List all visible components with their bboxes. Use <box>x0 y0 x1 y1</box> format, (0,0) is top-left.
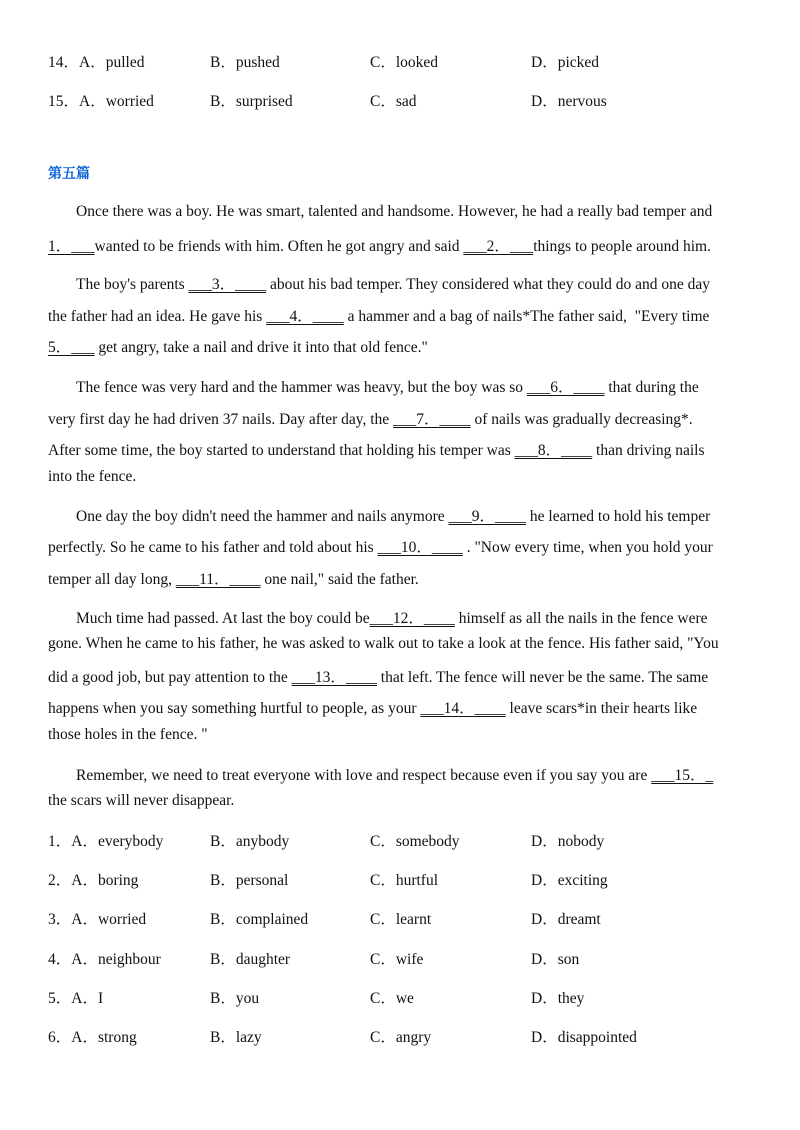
blank-8: ___8．____ <box>514 442 593 459</box>
blank-15: ___15．_ <box>651 767 714 784</box>
blank-2: ___2．___ <box>463 238 534 255</box>
text: himself as all the nails in the fence were <box>454 610 708 627</box>
text: very first day he had driven 37 nails. Day after day, the <box>48 411 394 428</box>
text-line <box>48 535 713 557</box>
text-line: into the fence. <box>48 468 137 485</box>
option-c: C．wife <box>370 951 424 968</box>
question-row-4 <box>48 947 768 969</box>
option-c: C．hurtful <box>370 872 439 889</box>
text-line <box>76 606 708 628</box>
text-line <box>48 438 705 460</box>
option-d: D．picked <box>531 54 600 71</box>
blank-13: ___13．____ <box>291 669 377 686</box>
text: Much time had passed. At last the boy could be <box>76 610 370 627</box>
text-line <box>48 304 709 326</box>
option-d: D．disappointed <box>531 1029 637 1046</box>
text: . "Now every time, when you hold your <box>462 539 713 556</box>
option-c: C．sad <box>370 93 417 110</box>
text-line: those holes in the fence. " <box>48 726 208 743</box>
option-d: D．nobody <box>531 833 605 850</box>
question-row-3 <box>48 907 768 929</box>
text: wanted to be friends with him. Often he got angry and said <box>94 238 464 255</box>
option-b: B．pushed <box>210 54 280 71</box>
text: After some time, the boy started to understand that holding his temper was <box>48 442 515 459</box>
blank-14: ___14．____ <box>420 700 506 717</box>
text: one nail," said the father. <box>260 571 419 588</box>
question-number: 4． <box>48 951 72 968</box>
question-number: 2． <box>48 872 72 889</box>
question-number: 1． <box>48 833 72 850</box>
option-c: C．somebody <box>370 833 460 850</box>
option-c: C．we <box>370 990 414 1007</box>
text: the father had an idea. He gave his <box>48 308 267 325</box>
option-d: D．dreamt <box>531 911 601 928</box>
text: he learned to hold his temper <box>526 508 711 525</box>
option-b: B．personal <box>210 872 289 889</box>
text: about his bad temper. They considered what they could do and one day <box>266 276 711 293</box>
blank-11: ___11．____ <box>175 571 261 588</box>
text: perfectly. So he came to his father and told about his <box>48 539 378 556</box>
text-line <box>76 272 710 294</box>
option-a: A．pulled <box>79 54 145 71</box>
text: that during the <box>604 379 699 396</box>
question-number: 5． <box>48 990 72 1007</box>
question-number: 6． <box>48 1029 72 1046</box>
text-line: gone. When he came to his father, he was asked to walk out to take a look at the fence. His father said, "You <box>48 635 719 652</box>
question-row-5 <box>48 986 768 1008</box>
option-b: B．daughter <box>210 951 291 968</box>
blank-10: ___10．____ <box>377 539 463 556</box>
blank-4: ___4．____ <box>266 308 344 325</box>
option-b: B．you <box>210 990 260 1007</box>
option-a: A．worried <box>71 911 147 928</box>
blank-3: ___3．____ <box>188 276 267 293</box>
text-line <box>48 407 693 429</box>
text-line: Once there was a boy. He was smart, talented and handsome. However, he had a really bad temper and <box>76 203 713 220</box>
option-a: A．worried <box>79 93 154 110</box>
text-line <box>48 335 428 357</box>
option-c: C．looked <box>370 54 439 71</box>
text-line <box>76 375 699 397</box>
text: temper all day long, <box>48 571 176 588</box>
blank-1: 1．___ <box>48 238 95 255</box>
text: things to people around him. <box>533 238 711 255</box>
option-row-14 <box>48 50 768 72</box>
question-row-1 <box>48 829 768 851</box>
text-line <box>48 665 708 687</box>
option-b: B．lazy <box>210 1029 262 1046</box>
blank-5: 5．___ <box>48 339 95 356</box>
option-d: D．nervous <box>531 93 607 110</box>
text: happens when you say something hurtful to people, as your <box>48 700 421 717</box>
text: One day the boy didn't need the hammer and nails anymore <box>76 508 449 525</box>
text-line <box>48 696 697 718</box>
text: did a good job, but pay attention to the <box>48 669 292 686</box>
text-line <box>48 234 711 256</box>
blank-7: ___7．____ <box>393 411 471 428</box>
text-line <box>76 763 713 785</box>
question-number: 14． <box>48 54 80 71</box>
section-title: 第五篇 <box>48 166 90 182</box>
option-d: D．son <box>531 951 580 968</box>
option-c: C．angry <box>370 1029 432 1046</box>
text-line: the scars will never disappear. <box>48 792 235 809</box>
option-d: D．exciting <box>531 872 608 889</box>
text-line <box>76 504 710 526</box>
question-row-2 <box>48 868 768 890</box>
text: get angry, take a nail and drive it into that old fence." <box>94 339 428 356</box>
option-row-15 <box>48 89 768 111</box>
text: The fence was very hard and the hammer was heavy, but the boy was so <box>76 379 527 396</box>
option-b: B．anybody <box>210 833 290 850</box>
text: a hammer and a bag of nails*The father said, "Every time <box>343 308 710 325</box>
blank-9: ___9．____ <box>448 508 527 525</box>
question-number: 15． <box>48 93 80 110</box>
option-d: D．they <box>531 990 585 1007</box>
option-a: A．everybody <box>71 833 164 850</box>
option-a: A．boring <box>71 872 139 889</box>
option-c: C．learnt <box>370 911 432 928</box>
text: than driving nails <box>592 442 705 459</box>
text: of nails was gradually decreasing*. <box>470 411 693 428</box>
option-a: A．neighbour <box>71 951 161 968</box>
text: leave scars*in their hearts like <box>505 700 698 717</box>
option-a: A．I <box>71 990 104 1007</box>
question-row-6 <box>48 1025 768 1047</box>
option-a: A．strong <box>71 1029 137 1046</box>
text: The boy's parents <box>76 276 189 293</box>
option-b: B．complained <box>210 911 309 928</box>
text-line <box>48 567 419 589</box>
text: that left. The fence will never be the same. The same <box>376 669 709 686</box>
question-number: 3． <box>48 911 72 928</box>
option-b: B．surprised <box>210 93 293 110</box>
blank-12: ___12．____ <box>369 610 455 627</box>
text: Remember, we need to treat everyone with love and respect because even if you say you are <box>76 767 652 784</box>
blank-6: ___6．____ <box>526 379 605 396</box>
